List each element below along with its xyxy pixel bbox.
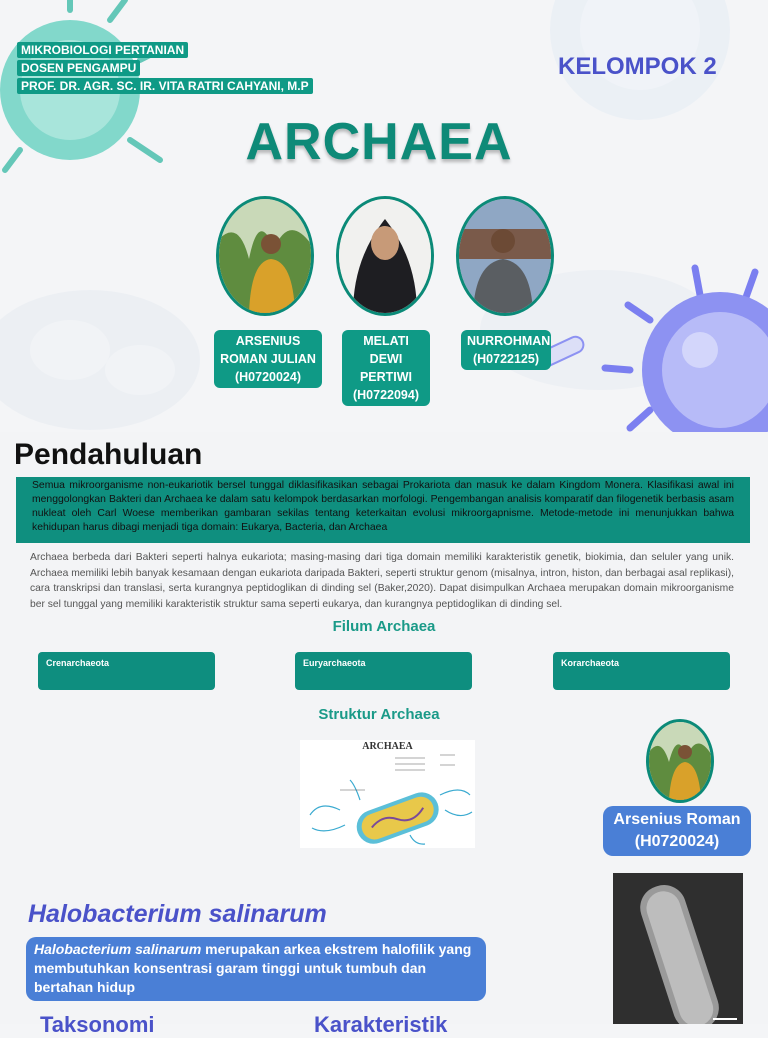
halobacterium-title: Halobacterium salinarum [28,900,327,928]
member-name-1-line1: ARSENIUS [235,334,301,348]
page-title: ARCHAEA [245,113,513,171]
member-name-2-line1: MELATI DEWI [363,334,409,366]
structure-heading: Struktur Archaea [318,706,440,723]
presenter-label [603,806,751,856]
intro-body-text: Archaea berbeda dari Bakteri seperti halnya eukariota; masing-masing dari tiga domain memiliki karakteristik genetik, biokimia, dan seluler yang unik. Archaea memiliki lebih banyak kesamaan dengan eukariota daripada Bakteri, seperti struktur genom (misalnya, intron, histon, dan berbagai asal replikasi), cara transkripsi dan translasi, serta kurangnya peptidoglikan di dinding sel (Baker,2020). Dapat disimpulkan Archaea merupakan domain mikroorganisme ber sel tunggal yang memiliki karakteristik struktur sama seperti eukarya, dan kurangnya peptidoglikan di dinding sel. [30,552,734,610]
member-name-3-line1: NURROHMAN [467,334,551,348]
phylum-box-1 [38,652,215,690]
archaea-diagram-title: ARCHAEA [362,741,413,752]
intro-highlight-text: Semua mikroorganisme non-eukariotik bersel tunggal diklasifikasikan sebagai Prokariota dan masuk ke dalam Kingdom Monera. Klasifikasi awal ini menggolongkan Bakteri dan Archaea ke dalam satu kelompok berdasarkan morfologi. Pengembangan analisis komparatif dan filogenetik berbasis asam nukleat oleh Carl Woese memberikan gambaran sekilas tentang keterkaitan evolusi mikroorgapnisme. Metode-metode ini menunjukkan bahwa kehidupan harus dibagi menjadi tiga domain: Eukarya, Bacteria, dan Archaea [32,480,734,533]
halobacterium-description [26,937,486,1001]
taxonomy-heading: Taksonomi [40,1012,155,1037]
course-name: MIKROBIOLOGI PERTANIAN [17,42,188,58]
characteristics-heading: Karakteristik [314,1012,448,1037]
member-name-1 [214,330,322,388]
archaea-diagram [300,740,475,848]
intro-highlight-box [16,477,750,543]
halobacterium-micrograph [613,873,743,1024]
phylum-heading: Filum Archaea [332,618,436,635]
phylum-name-1: Crenarchaeota [46,658,110,668]
cell-illustration-left [0,290,200,430]
member-name-1-line2: ROMAN JULIAN [220,352,316,366]
course-info [17,41,313,95]
member-photo-2 [336,196,434,316]
presenter-photo [646,719,714,803]
member-name-2-line2: PERTIWI [359,370,413,384]
presenter-name: Arsenius Roman [613,811,741,828]
intro-heading: Pendahuluan [14,438,203,471]
member-id-1: (H0720024) [234,370,301,384]
member-photo-3 [456,196,554,316]
member-name-2 [342,330,430,406]
phylum-name-3: Korarchaeota [561,658,620,668]
phylum-box-2 [295,652,472,690]
member-id-3: (H0722125) [472,352,539,366]
phylum-name-2: Euryarchaeota [303,658,366,668]
presenter-id: (H0720024) [634,833,720,850]
group-label: KELOMPOK 2 [558,53,717,80]
lecturer-name: PROF. DR. AGR. SC. IR. VITA RATRI CAHYANI, M.P [17,78,313,94]
phylum-box-3 [553,652,730,690]
member-id-2: (H0722094) [352,388,419,402]
member-name-3 [461,330,551,370]
lecturer-label: DOSEN PENGAMPU [17,60,140,76]
halobacterium-desc-species: Halobacterium salinarum [34,941,202,957]
member-photo-1 [216,196,314,316]
halobacterium-desc-text: merupakan arkea ekstrem halofilik yang membutuhkan konsentrasi garam tinggi untuk tumbuh dan bertahan hidup [34,941,472,995]
